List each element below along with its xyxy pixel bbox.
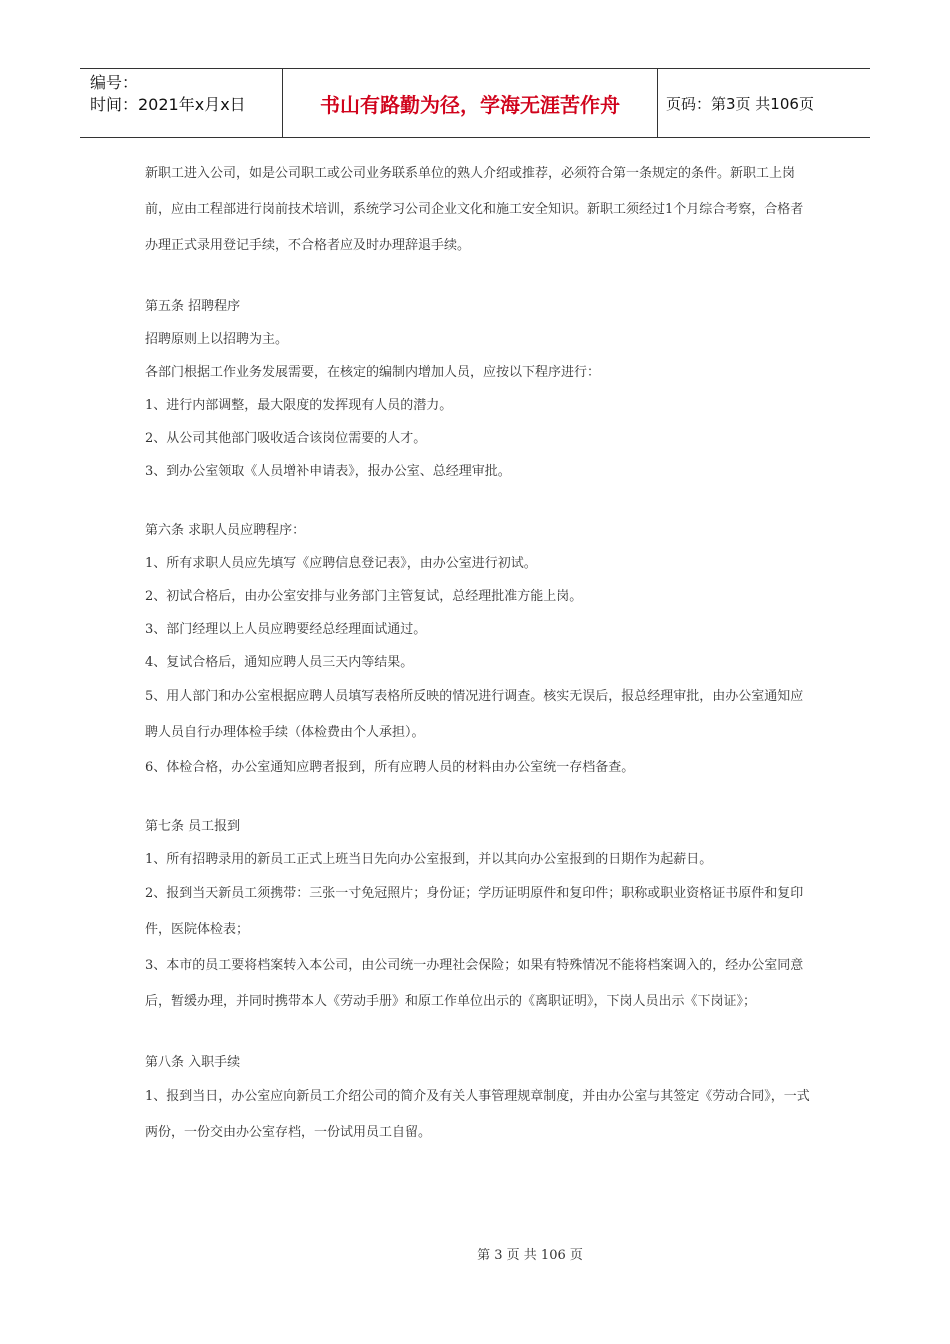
section-6-line: 4、复试合格后，通知应聘人员三天内等结果。 xyxy=(145,655,414,670)
document-body xyxy=(145,156,810,1151)
section-6-line: 3、部门经理以上人员应聘要经总经理面试通过。 xyxy=(145,622,427,637)
section-5-line: 招聘原则上以招聘为主。 xyxy=(145,332,289,347)
section-5-line: 1、进行内部调整，最大限度的发挥现有人员的潜力。 xyxy=(145,398,453,413)
section-6-line: 2、初试合格后，由办公室安排与业务部门主管复试，总经理批准方能上岗。 xyxy=(145,589,583,604)
section-6-paragraph: 5、用人部门和办公室根据应聘人员填写表格所反映的情况进行调查。核实无误后，报总经理审批，由办公室通知应聘人员自行办理体检手续（体检费由个人承担）。 xyxy=(145,689,804,740)
section-7-title: 第七条 员工报到 xyxy=(145,819,241,834)
header-meta xyxy=(80,69,282,137)
document-date-label: 时间：2021年x月x日 xyxy=(90,95,246,114)
section-8-title: 第八条 入职手续 xyxy=(145,1055,241,1070)
section-5-line: 各部门根据工作业务发展需要，在核定的编制内增加人员，应按以下程序进行： xyxy=(145,365,601,380)
section-5-title: 第五条 招聘程序 xyxy=(145,299,241,314)
page-footer: 第 3 页 共 106 页 xyxy=(477,1248,583,1263)
header-page-number: 页码：第3页 共106页 xyxy=(666,94,814,113)
document-number-label: 编号： xyxy=(90,73,139,92)
page-header xyxy=(80,68,870,138)
section-8-paragraph: 1、报到当日，办公室应向新员工介绍公司的简介及有关人事管理规章制度，并由办公室与其签定《劳动合同》，一式两份，一份交由办公室存档，一份试用员工自留。 xyxy=(145,1089,810,1140)
section-6-title: 第六条 求职人员应聘程序： xyxy=(145,523,306,538)
section-7-line: 1、所有招聘录用的新员工正式上班当日先向办公室报到，并以其向办公室报到的日期作为起薪日。 xyxy=(145,852,713,867)
section-6-line: 1、所有求职人员应先填写《应聘信息登记表》，由办公室进行初试。 xyxy=(145,556,537,571)
section-7-paragraph: 2、报到当天新员工须携带：三张一寸免冠照片；身份证；学历证明原件和复印件；职称或职业资格证书原件和复印件，医院体检表； xyxy=(145,886,804,937)
section-5-line: 3、到办公室领取《人员增补申请表》，报办公室、总经理审批。 xyxy=(145,464,511,479)
section-7-paragraph: 3、本市的员工要将档案转入本公司，由公司统一办理社会保险；如果有特殊情况不能将档案调入的，经办公室同意后，暂缓办理，并同时携带本人《劳动手册》和原工作单位出示的《离职证明》，下岗人员出示《下岗证》； xyxy=(145,958,804,1009)
section-5-line: 2、从公司其他部门吸收适合该岗位需要的人才。 xyxy=(145,431,427,446)
header-motto: 书山有路勤为径，学海无涯苦作舟 xyxy=(282,69,658,137)
section-6-line: 6、体检合格，办公室通知应聘者报到，所有应聘人员的材料由办公室统一存档备查。 xyxy=(145,760,635,775)
intro-paragraph: 新职工进入公司，如是公司职工或公司业务联系单位的熟人介绍或推荐，必须符合第一条规定的条件。新职工上岗前，应由工程部进行岗前技术培训，系统学习公司企业文化和施工安全知识。新职工须经过1个月综合考察，合格者办理正式录用登记手续，不合格者应及时办理辞退手续。 xyxy=(145,166,804,253)
